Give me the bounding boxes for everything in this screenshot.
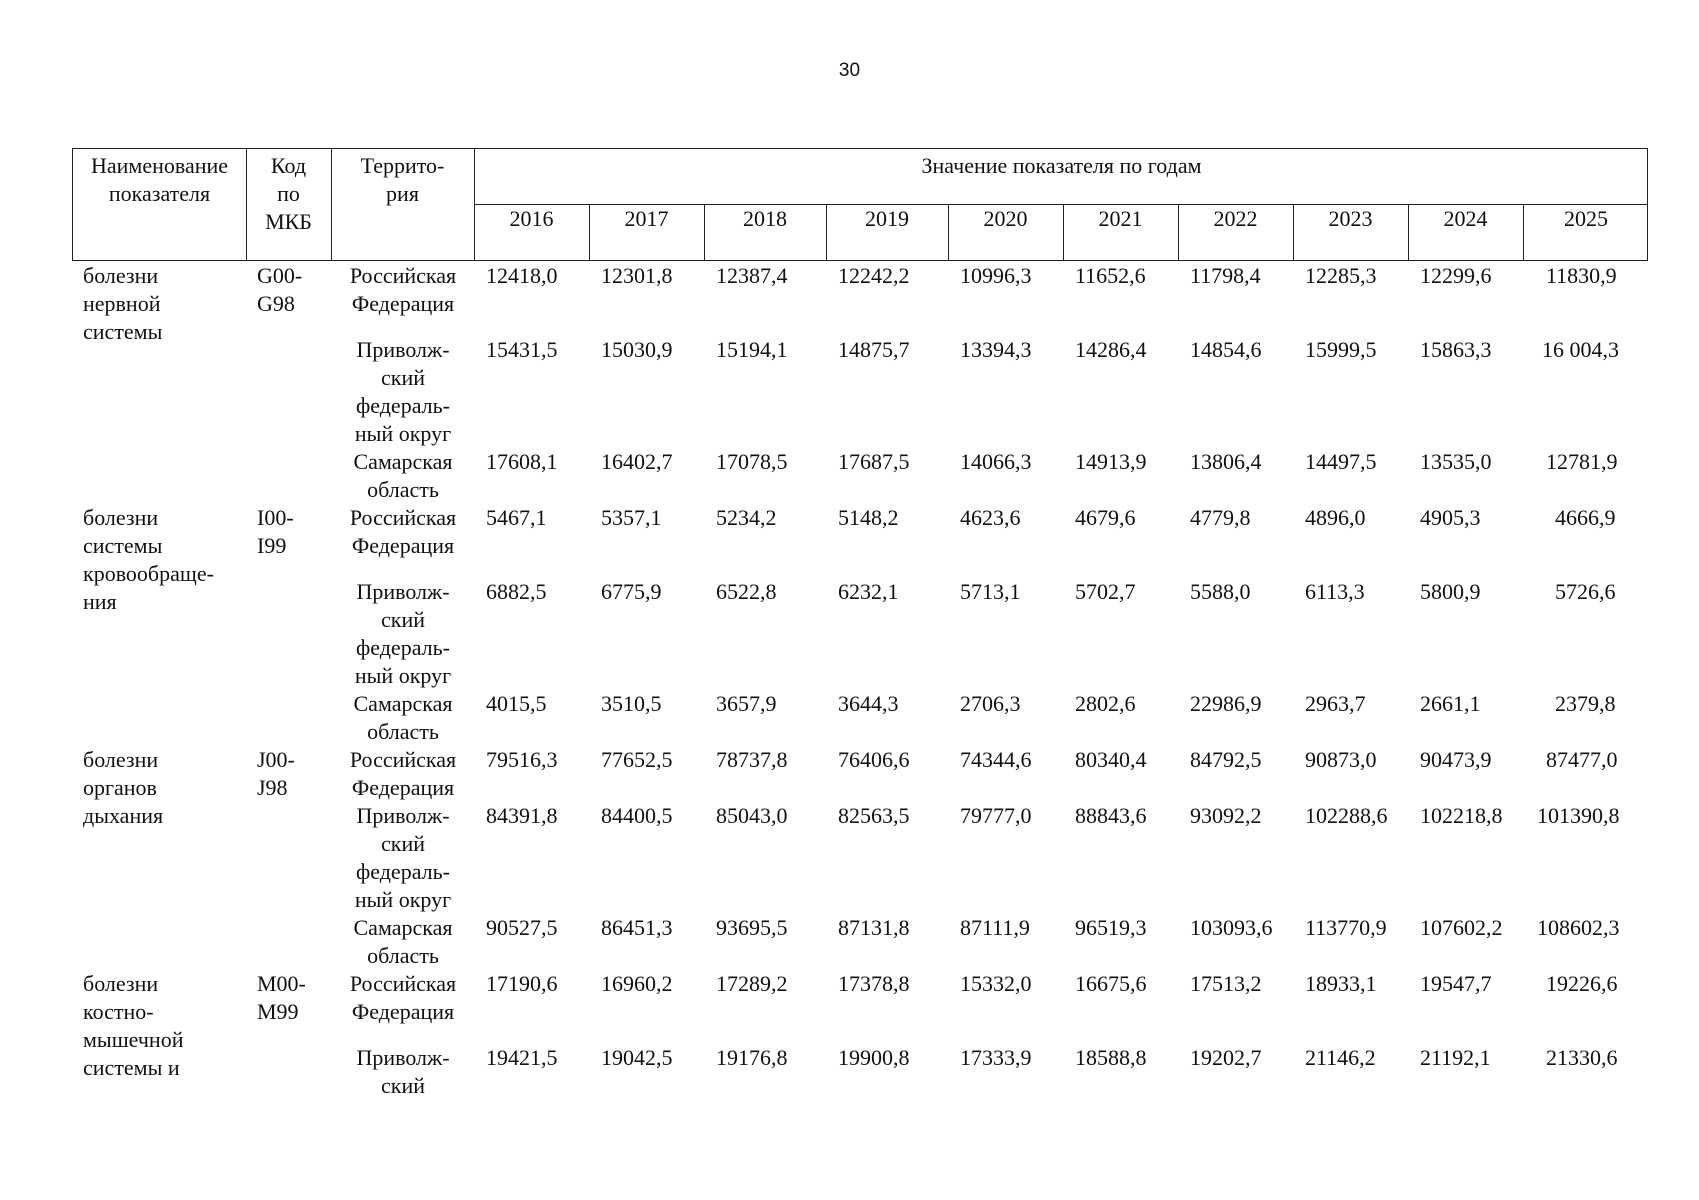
territory-label: Самарская область xyxy=(353,449,453,502)
value-cell: 4679,6 xyxy=(1075,505,1136,530)
territory-label: Приволж- ский федераль- ный округ xyxy=(354,803,452,912)
value-cell: 12299,6 xyxy=(1420,263,1492,288)
value-cell: 90873,0 xyxy=(1305,747,1377,772)
value-cell: 84400,5 xyxy=(601,803,673,828)
territory-label: Российская Федерация xyxy=(349,505,457,558)
value-cell: 80340,4 xyxy=(1075,747,1147,772)
value-cell: 5357,1 xyxy=(601,505,662,530)
value-cell: 78737,8 xyxy=(716,747,788,772)
value-cell: 17378,8 xyxy=(838,971,910,996)
value-cell: 11798,4 xyxy=(1190,263,1261,288)
value-cell: 2661,1 xyxy=(1420,691,1481,716)
value-cell: 21146,2 xyxy=(1305,1045,1376,1070)
value-cell: 15194,1 xyxy=(716,337,788,362)
value-cell: 19202,7 xyxy=(1190,1045,1262,1070)
value-cell: 16402,7 xyxy=(601,449,673,474)
value-cell: 14066,3 xyxy=(960,449,1032,474)
value-cell: 12781,9 xyxy=(1546,449,1618,474)
value-cell: 6882,5 xyxy=(486,579,547,604)
value-cell: 74344,6 xyxy=(960,747,1032,772)
value-cell: 4015,5 xyxy=(486,691,547,716)
value-cell: 17608,1 xyxy=(486,449,558,474)
indicator-name: болезни системы кровообраще- ния xyxy=(83,505,214,614)
value-cell: 14875,7 xyxy=(838,337,910,362)
icd-code: J00- J98 xyxy=(257,747,295,800)
value-cell: 16 004,3 xyxy=(1542,337,1619,362)
value-cell: 113770,9 xyxy=(1305,915,1387,940)
page-number: 30 xyxy=(838,60,861,81)
value-cell: 18588,8 xyxy=(1075,1045,1147,1070)
value-cell: 90527,5 xyxy=(486,915,558,940)
value-cell: 2963,7 xyxy=(1305,691,1366,716)
indicator-name: болезни органов дыхания xyxy=(83,747,164,828)
value-cell: 16675,6 xyxy=(1075,971,1147,996)
value-cell: 87111,9 xyxy=(960,915,1030,940)
value-cell: 15030,9 xyxy=(601,337,673,362)
value-cell: 2802,6 xyxy=(1075,691,1136,716)
value-cell: 79516,3 xyxy=(486,747,558,772)
value-cell: 15431,5 xyxy=(486,337,558,362)
value-cell: 102218,8 xyxy=(1420,803,1503,828)
icd-code: G00- G98 xyxy=(257,263,303,316)
value-cell: 19176,8 xyxy=(716,1045,788,1070)
value-cell: 6232,1 xyxy=(838,579,899,604)
header-year: 2019 xyxy=(865,206,909,231)
value-cell: 87477,0 xyxy=(1546,747,1618,772)
territory-label: Приволж- ский xyxy=(356,1045,450,1098)
value-cell: 17513,2 xyxy=(1190,971,1262,996)
value-cell: 82563,5 xyxy=(838,803,910,828)
value-cell: 5800,9 xyxy=(1420,579,1481,604)
value-cell: 84391,8 xyxy=(486,803,558,828)
header-year: 2025 xyxy=(1564,206,1608,231)
territory-label: Самарская область xyxy=(353,915,453,968)
value-cell: 17078,5 xyxy=(716,449,788,474)
value-cell: 11830,9 xyxy=(1546,263,1617,288)
header-territory: Террито- рия xyxy=(360,153,445,206)
value-cell: 93695,5 xyxy=(716,915,788,940)
value-cell: 13394,3 xyxy=(960,337,1032,362)
value-cell: 5234,2 xyxy=(716,505,777,530)
value-cell: 16960,2 xyxy=(601,971,673,996)
value-cell: 5726,6 xyxy=(1555,579,1616,604)
value-cell: 14497,5 xyxy=(1305,449,1377,474)
value-cell: 19226,6 xyxy=(1546,971,1618,996)
value-cell: 77652,5 xyxy=(601,747,673,772)
value-cell: 12242,2 xyxy=(838,263,910,288)
value-cell: 96519,3 xyxy=(1075,915,1147,940)
value-cell: 14913,9 xyxy=(1075,449,1147,474)
value-cell: 5588,0 xyxy=(1190,579,1251,604)
header-indicator-name: Наименование показателя xyxy=(90,153,229,206)
value-cell: 15332,0 xyxy=(960,971,1032,996)
header-year: 2017 xyxy=(624,206,669,231)
value-cell: 103093,6 xyxy=(1190,915,1273,940)
icd-code: M00- M99 xyxy=(257,971,306,1024)
value-cell: 15999,5 xyxy=(1305,337,1377,362)
value-cell: 19421,5 xyxy=(486,1045,558,1070)
value-cell: 19547,7 xyxy=(1420,971,1492,996)
value-cell: 6522,8 xyxy=(716,579,777,604)
value-cell: 17687,5 xyxy=(838,449,910,474)
territory-label: Самарская область xyxy=(353,691,453,744)
icd-code: I00- I99 xyxy=(257,505,294,558)
value-cell: 12418,0 xyxy=(486,263,558,288)
value-cell: 88843,6 xyxy=(1075,803,1147,828)
value-cell: 17333,9 xyxy=(960,1045,1032,1070)
value-cell: 4666,9 xyxy=(1555,505,1616,530)
territory-label: Российская Федерация xyxy=(349,747,457,800)
value-cell: 4905,3 xyxy=(1420,505,1481,530)
value-cell: 3510,5 xyxy=(601,691,662,716)
value-cell: 79777,0 xyxy=(960,803,1032,828)
header-year: 2021 xyxy=(1098,206,1143,231)
header-year: 2022 xyxy=(1213,206,1258,231)
value-cell: 13535,0 xyxy=(1420,449,1492,474)
header-year: 2016 xyxy=(509,206,554,231)
territory-label: Российская Федерация xyxy=(349,263,457,316)
value-cell: 6775,9 xyxy=(601,579,662,604)
value-cell: 5713,1 xyxy=(960,579,1021,604)
value-cell: 3657,9 xyxy=(716,691,777,716)
value-cell: 14854,6 xyxy=(1190,337,1262,362)
value-cell: 4896,0 xyxy=(1305,505,1366,530)
value-cell: 5702,7 xyxy=(1075,579,1136,604)
value-cell: 4779,8 xyxy=(1190,505,1251,530)
value-cell: 12301,8 xyxy=(601,263,673,288)
value-cell: 11652,6 xyxy=(1075,263,1146,288)
header-values-by-year: Значение показателя по годам xyxy=(921,153,1202,178)
value-cell: 108602,3 xyxy=(1537,915,1620,940)
value-cell: 2379,8 xyxy=(1555,691,1616,716)
value-cell: 17190,6 xyxy=(486,971,558,996)
value-cell: 93092,2 xyxy=(1190,803,1262,828)
territory-label: Приволж- ский федераль- ный округ xyxy=(354,337,452,446)
value-cell: 13806,4 xyxy=(1190,449,1262,474)
header-year: 2024 xyxy=(1443,206,1488,231)
value-cell: 21192,1 xyxy=(1420,1045,1491,1070)
value-cell: 3644,3 xyxy=(838,691,899,716)
value-cell: 19900,8 xyxy=(838,1045,910,1070)
value-cell: 4623,6 xyxy=(960,505,1021,530)
value-cell: 12387,4 xyxy=(716,263,788,288)
value-cell: 84792,5 xyxy=(1190,747,1262,772)
value-cell: 6113,3 xyxy=(1305,579,1365,604)
value-cell: 15863,3 xyxy=(1420,337,1492,362)
value-cell: 10996,3 xyxy=(960,263,1032,288)
value-cell: 21330,6 xyxy=(1546,1045,1618,1070)
indicator-name: болезни костно- мышечной системы и xyxy=(83,971,184,1080)
value-cell: 5467,1 xyxy=(486,505,547,530)
value-cell: 18933,1 xyxy=(1305,971,1377,996)
value-cell: 2706,3 xyxy=(960,691,1021,716)
value-cell: 85043,0 xyxy=(716,803,788,828)
header-year: 2020 xyxy=(983,206,1028,231)
value-cell: 102288,6 xyxy=(1305,803,1388,828)
territory-label: Российская Федерация xyxy=(349,971,457,1024)
value-cell: 12285,3 xyxy=(1305,263,1377,288)
value-cell: 5148,2 xyxy=(838,505,899,530)
indicator-name: болезни нервной системы xyxy=(83,263,163,344)
value-cell: 19042,5 xyxy=(601,1045,673,1070)
value-cell: 22986,9 xyxy=(1190,691,1262,716)
territory-label: Приволж- ский федераль- ный округ xyxy=(354,579,452,688)
table-header xyxy=(72,148,1648,261)
value-cell: 107602,2 xyxy=(1420,915,1503,940)
value-cell: 87131,8 xyxy=(838,915,910,940)
value-cell: 90473,9 xyxy=(1420,747,1492,772)
value-cell: 86451,3 xyxy=(601,915,673,940)
value-cell: 101390,8 xyxy=(1537,803,1620,828)
header-year: 2023 xyxy=(1328,206,1373,231)
value-cell: 14286,4 xyxy=(1075,337,1147,362)
header-year: 2018 xyxy=(743,206,787,231)
value-cell: 17289,2 xyxy=(716,971,788,996)
value-cell: 76406,6 xyxy=(838,747,910,772)
header-icd-code: Код по МКБ xyxy=(265,153,312,234)
